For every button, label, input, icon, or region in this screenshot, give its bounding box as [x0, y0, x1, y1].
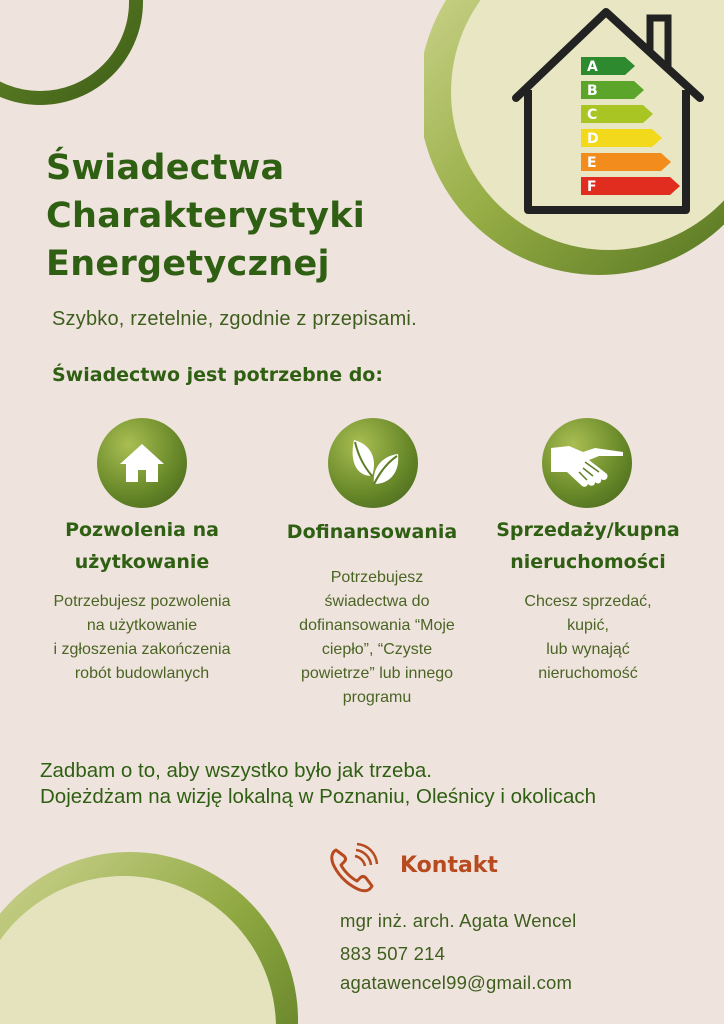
energy-class-label-b: B	[587, 83, 598, 99]
contact-email[interactable]: agatawencel99@gmail.com	[340, 972, 573, 993]
energy-class-label-f: F	[587, 179, 597, 195]
column-text-permit: Potrzebujesz pozwolenia na użytkowanie i zgłoszenia zakończenia robót budowlanych	[53, 593, 231, 682]
energy-class-label-a: A	[587, 59, 598, 75]
top-left-ring-decoration	[0, 0, 150, 130]
house-icon-circle	[97, 418, 187, 508]
column-title-sale: Sprzedaży/kupna nieruchomości	[496, 519, 680, 573]
energy-class-label-c: C	[587, 107, 598, 123]
column-title-funding: Dofinansowania	[286, 521, 458, 543]
leaves-icon-circle	[328, 418, 418, 508]
handshake-icon-circle	[542, 418, 632, 508]
page-title: Świadectwa Charakterystyki Energetycznej	[46, 148, 366, 284]
subtitle: Szybko, rzetelnie, zgodnie z przepisami.	[52, 308, 417, 330]
energy-class-label-e: E	[587, 155, 597, 171]
contact-phone[interactable]: 883 507 214	[340, 943, 446, 964]
column-text-sale: Chcesz sprzedać, kupić, lub wynająć nieruchomość	[524, 593, 652, 682]
handshake-icon	[549, 438, 625, 488]
leaves-icon	[342, 432, 404, 494]
phone-icon	[326, 842, 382, 894]
house-icon	[116, 440, 168, 486]
section-heading: Świadectwo jest potrzebne do:	[52, 364, 383, 386]
service-promise: Zadbam o to, aby wszystko było jak trzeba. Dojeżdżam na wizję lokalną w Poznaniu, Oleśnicy i okolicach	[40, 759, 597, 808]
contact-heading: Kontakt	[400, 853, 498, 878]
contact-name: mgr inż. arch. Agata Wencel	[340, 910, 577, 931]
bottom-left-circle-decoration	[0, 850, 300, 1024]
column-title-permit: Pozwolenia na użytkowanie	[65, 519, 219, 573]
energy-house-illustration	[506, 6, 712, 218]
column-text-funding: Potrzebujesz świadectwa do dofinansowania “Moje ciepło”, “Czyste powietrze” lub innego programu	[299, 569, 455, 706]
energy-class-label-d: D	[587, 131, 599, 147]
